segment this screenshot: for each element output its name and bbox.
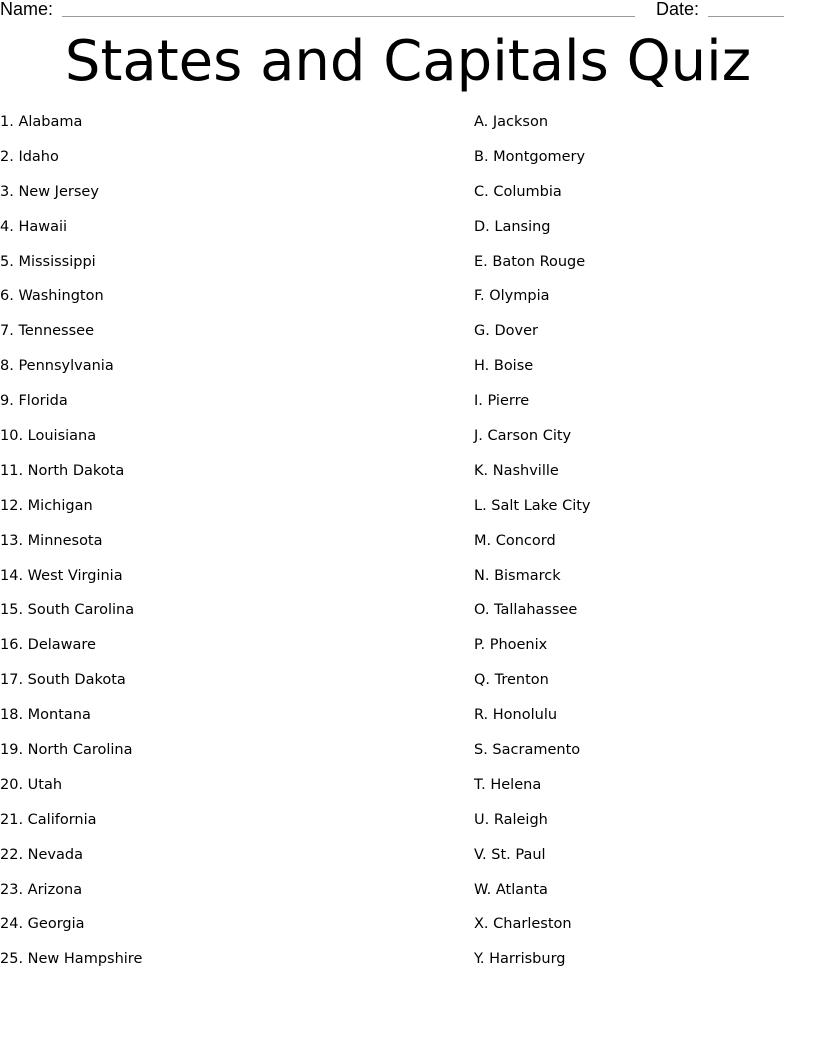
capitals-list (474, 106, 591, 978)
capital-item: W. Atlanta (474, 881, 548, 898)
state-item: 16. Delaware (0, 637, 96, 654)
capital-item: L. Salt Lake City (474, 497, 591, 514)
state-item: 8. Pennsylvania (0, 358, 114, 375)
state-item: 2. Idaho (0, 148, 59, 165)
capital-item: K. Nashville (474, 462, 559, 479)
capital-item: H. Boise (474, 358, 534, 375)
state-item: 22. Nevada (0, 846, 83, 863)
capital-item: T. Helena (474, 776, 542, 793)
state-item: 18. Montana (0, 707, 91, 724)
state-item: 4. Hawaii (0, 218, 68, 235)
capital-item: P. Phoenix (474, 637, 548, 654)
state-item: 24. Georgia (0, 916, 85, 933)
capital-item: U. Raleigh (474, 811, 548, 828)
date-label: Date: (656, 0, 700, 19)
capital-item: D. Lansing (474, 218, 551, 235)
capital-item: F. Olympia (474, 288, 550, 305)
state-item: 25. New Hampshire (0, 951, 143, 968)
state-item: 6. Washington (0, 288, 104, 305)
capital-item: Y. Harrisburg (474, 951, 566, 968)
states-list (0, 106, 142, 978)
state-item: 14. West Virginia (0, 567, 123, 584)
state-item: 3. New Jersey (0, 183, 99, 200)
capital-item: O. Tallahassee (474, 602, 578, 619)
state-item: 15. South Carolina (0, 602, 135, 619)
name-blank-line[interactable] (62, 16, 635, 17)
capital-item: I. Pierre (474, 393, 530, 410)
state-item: 19. North Carolina (0, 742, 133, 759)
capital-item: B. Montgomery (474, 148, 586, 165)
state-item: 9. Florida (0, 393, 68, 410)
capital-item: Q. Trenton (474, 672, 549, 689)
capital-item: A. Jackson (474, 114, 549, 130)
capital-item: E. Baton Rouge (474, 253, 586, 270)
state-item: 23. Arizona (0, 881, 83, 898)
state-item: 10. Louisiana (0, 428, 97, 445)
state-item: 13. Minnesota (0, 532, 103, 549)
worksheet-header (0, 0, 816, 22)
state-item: 1. Alabama (0, 114, 83, 130)
capital-item: C. Columbia (474, 183, 562, 200)
capital-item: M. Concord (474, 532, 556, 549)
capital-item: G. Dover (474, 323, 538, 340)
capital-item: J. Carson City (474, 428, 572, 445)
capital-item: N. Bismarck (474, 567, 561, 584)
capital-item: V. St. Paul (474, 846, 546, 863)
state-item: 21. California (0, 811, 97, 828)
state-item: 20. Utah (0, 776, 63, 793)
capital-item: S. Sacramento (474, 742, 581, 759)
state-item: 7. Tennessee (0, 323, 95, 340)
capital-item: X. Charleston (474, 916, 572, 933)
name-label: Name: (0, 0, 54, 19)
date-blank-line[interactable] (708, 16, 784, 17)
state-item: 12. Michigan (0, 497, 93, 514)
state-item: 17. South Dakota (0, 672, 126, 689)
capital-item: R. Honolulu (474, 707, 558, 724)
state-item: 11. North Dakota (0, 462, 125, 479)
page-title: States and Capitals Quiz (64, 29, 752, 94)
state-item: 5. Mississippi (0, 253, 96, 270)
